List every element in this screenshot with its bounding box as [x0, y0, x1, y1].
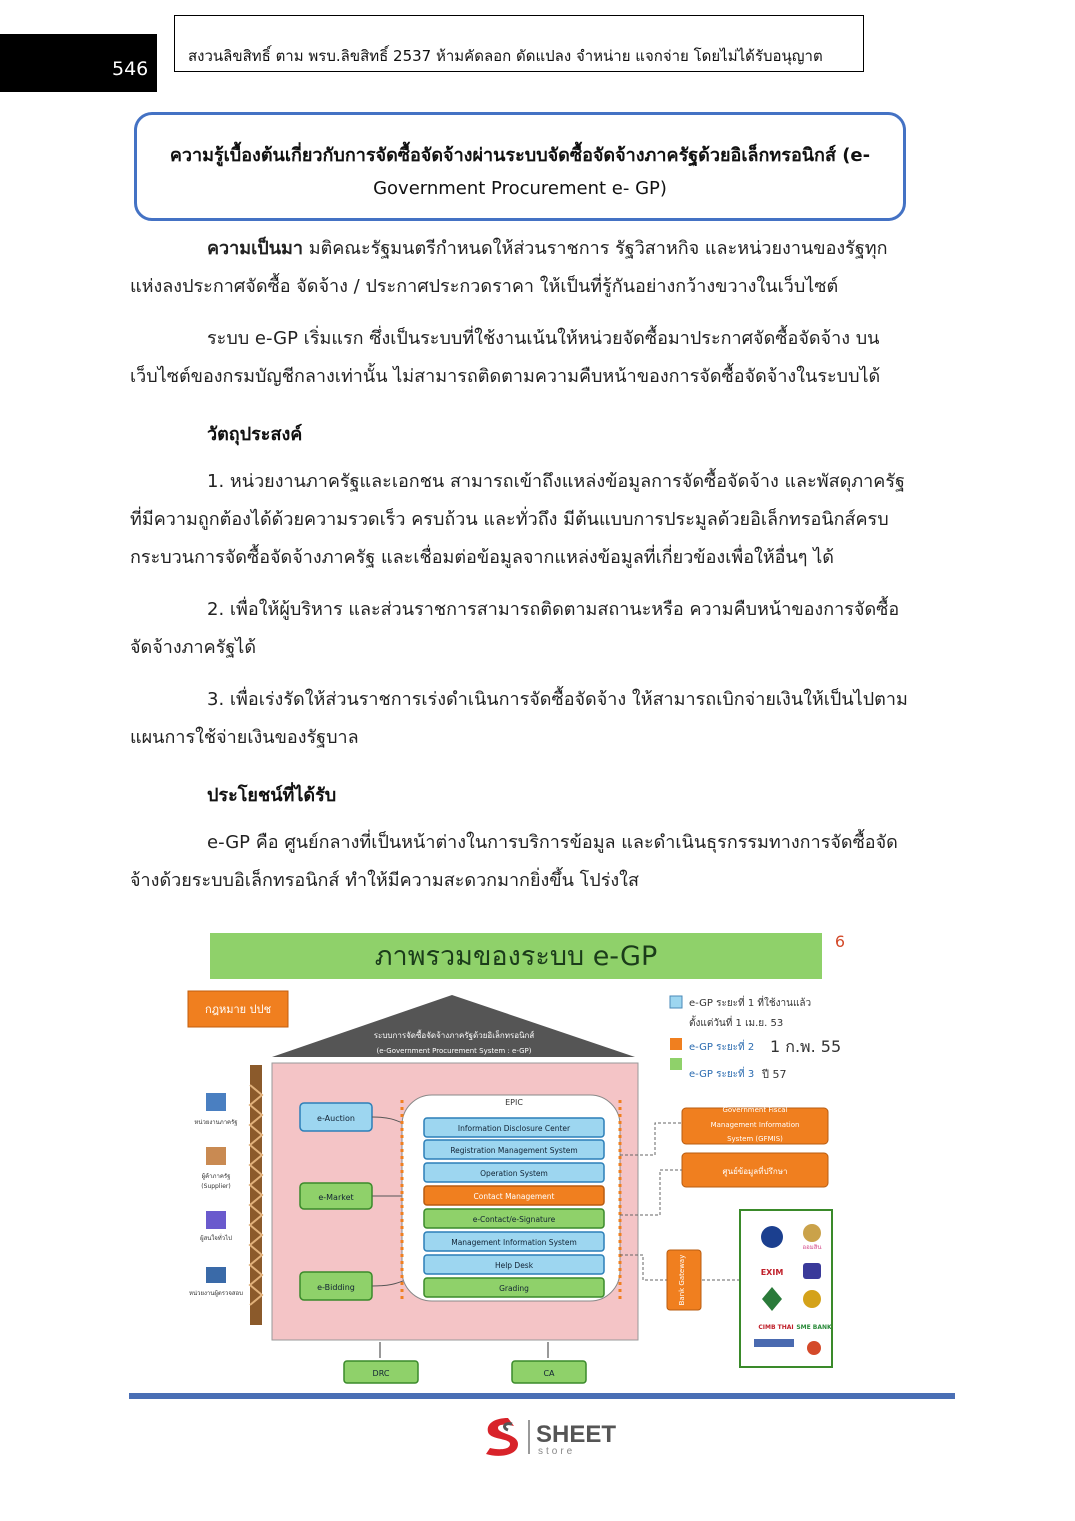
consult-center-box	[682, 1153, 828, 1187]
actor-supplier	[201, 1147, 230, 1190]
actor-auditor	[189, 1267, 243, 1297]
bank-logos-panel	[740, 1210, 832, 1367]
gfmis-box	[682, 1106, 828, 1144]
copyright-notice: สงวนลิขสิทธิ์ ตาม พรบ.ลิขสิทธิ์ 2537 ห้ามคัดลอก ดัดแปลง จำหน่าย แจกจ่าย โดยไม่ได้รับอนุญาต	[188, 47, 823, 65]
objective-item-1: 1. หน่วยงานภาครัฐและเอกชน สามารถเข้าถึงแหล่งข้อมูลการจัดซื้อจัดจ้าง และพัสดุภาครัฐที่มีความถูกต้องได้ด้วยความรวดเร็ว ครบถ้วน และทั่วถึง มีต้นแบบการประมูลด้วยอิเล็กทรอนิกส์ครบกระบวนการจัดซื้อจัดจ้างภาครัฐ และเชื่อมต่อข้อมูลจากแหล่งข้อมูลที่เกี่ยวข้องเพื่อให้อื่นๆ ได้	[130, 471, 905, 568]
objective-heading: วัตถุประสงค์	[207, 424, 303, 445]
bottom-connectors	[380, 1342, 548, 1358]
logo-word: SHEET	[536, 1421, 617, 1448]
epic-module-mis	[424, 1232, 604, 1251]
objective-item-2: 2. เพื่อให้ผู้บริหาร และส่วนราชการสามารถติดตามสถานะหรือ ความคืบหน้าของการจัดซื้อจัดจ้างภาครัฐได้	[130, 599, 900, 658]
background-paragraph	[130, 230, 912, 306]
svg-text:ศูนย์ข้อมูลที่ปรึกษา: ศูนย์ข้อมูลที่ปรึกษา	[722, 1167, 788, 1176]
page-title-line1: ความรู้เบื้องต้นเกี่ยวกับการจัดซื้อจัดจ้างผ่านระบบจัดซื้อจัดจ้างภาครัฐด้วยอิเล็กทรอนิกส์ (e-	[169, 145, 871, 166]
bank-logo-icon	[754, 1339, 794, 1347]
svg-text:Bank Gateway: Bank Gateway	[678, 1254, 686, 1306]
bank-logo-icon	[803, 1224, 821, 1242]
objective-item-3: 3. เพื่อเร่งรัดให้ส่วนราชการเร่งดำเนินการจัดซื้อจัดจ้าง ให้สามารถเบิกจ่ายเงินให้เป็นไปตามแผนการใช้จ่ายเงินของรัฐบาล	[130, 689, 908, 748]
background-heading: ความเป็นมา	[207, 238, 303, 259]
svg-text:Management Information System: Management Information System	[451, 1238, 577, 1247]
module-e-market	[300, 1183, 372, 1209]
svg-text:e-Market: e-Market	[318, 1193, 354, 1202]
svg-text:หน่วยงานภาครัฐ: หน่วยงานภาครัฐ	[194, 1119, 238, 1126]
logo-s-icon	[486, 1418, 518, 1456]
svg-text:EXIM: EXIM	[760, 1268, 784, 1277]
svg-text:Government Fiscal: Government Fiscal	[722, 1106, 788, 1114]
svg-text:(Supplier): (Supplier)	[201, 1183, 231, 1190]
legend-phase3: e-GP ระยะที่ 3	[689, 1069, 755, 1080]
svg-text:DRC: DRC	[372, 1369, 390, 1378]
chain-connector	[250, 1065, 262, 1325]
legend-phase3-date: ปี 57	[762, 1068, 787, 1081]
epic-module-e-contact	[424, 1209, 604, 1228]
svg-text:CA: CA	[543, 1369, 555, 1378]
svg-text:e-Bidding: e-Bidding	[317, 1283, 355, 1292]
drc-box	[344, 1361, 418, 1383]
egp-overview-diagram	[180, 925, 860, 1390]
epic-module-operation	[424, 1163, 604, 1182]
legend-phase1: e-GP ระยะที่ 1 ที่ใช้งานแล้ว	[689, 998, 812, 1009]
bank-logo-icon	[761, 1226, 783, 1248]
svg-text:Help Desk: Help Desk	[494, 1261, 534, 1270]
slide-number: 6	[834, 932, 846, 951]
benefit-paragraph: e-GP คือ ศูนย์กลางที่เป็นหน้าต่างในการบริการข้อมูล และดำเนินธุรกรรมทางการจัดซื้อจัดจ้างด้วยระบบอิเล็กทรอนิกส์ ทำให้มีความสะดวกมากยิ่งขึ้น โปร่งใส	[130, 832, 898, 891]
svg-text:SME BANK: SME BANK	[796, 1324, 832, 1331]
legend-swatch-phase2	[670, 1038, 682, 1050]
svg-text:Grading: Grading	[499, 1284, 529, 1293]
svg-text:e-Auction: e-Auction	[317, 1114, 355, 1123]
background-text: มติคณะรัฐมนตรีกำหนดให้ส่วนราชการ รัฐวิสาหกิจ และหน่วยงานของรัฐทุกแห่งลงประกาศจัดซื้อ จัดจ้าง / ประกาศประกวดราคา ให้เป็นที่รู้กันอย่างกว้างขวางในเว็บไซต์	[130, 238, 888, 297]
legend-phase2: e-GP ระยะที่ 2	[689, 1042, 755, 1053]
benefit-heading: ประโยชน์ที่ได้รับ	[207, 785, 337, 806]
footer-rule	[129, 1393, 955, 1399]
epic-module-registration	[424, 1140, 604, 1159]
legend-phase1-date: ตั้งแต่วันที่ 1 เม.ย. 53	[689, 1018, 784, 1029]
svg-text:หน่วยงานผู้ตรวจสอบ: หน่วยงานผู้ตรวจสอบ	[189, 1290, 243, 1297]
legend-swatch-phase1	[670, 996, 682, 1008]
svg-text:ออมสิน: ออมสิน	[802, 1244, 822, 1251]
svg-text:Management Information: Management Information	[710, 1121, 800, 1129]
svg-text:Operation System: Operation System	[480, 1169, 548, 1178]
svg-text:System (GFMIS): System (GFMIS)	[727, 1135, 783, 1143]
diagram-title: ภาพรวมของระบบ e-GP	[374, 941, 658, 972]
svg-text:CIMB THAI: CIMB THAI	[758, 1324, 794, 1331]
epic-module-contact-management	[424, 1186, 604, 1205]
bank-logo-icon	[803, 1263, 821, 1279]
module-e-auction	[300, 1103, 372, 1131]
svg-text:e-Contact/e-Signature: e-Contact/e-Signature	[472, 1215, 556, 1224]
law-label: กฎหมาย ปปช	[204, 1003, 272, 1016]
bank-logo-icon	[803, 1290, 821, 1308]
roof-title-thai: ระบบการจัดซื้อจัดจ้างภาครัฐด้วยอิเล็กทรอนิกส์	[373, 1031, 535, 1040]
module-e-bidding	[300, 1272, 372, 1300]
epic-module-info-disclosure	[424, 1118, 604, 1137]
svg-text:Contact Management: Contact Management	[473, 1192, 555, 1201]
bank-logo-icon	[807, 1341, 821, 1355]
egp-intro-paragraph: ระบบ e-GP เริ่มแรก ซึ่งเป็นระบบที่ใช้งานเน้นให้หน่วยจัดซื้อมาประกาศจัดซื้อจัดจ้าง บนเว็บไซต์ของกรมบัญชีกลางเท่านั้น ไม่สามารถติดตามความคืบหน้าของการจัดซื้อจัดจ้างในระบบได้	[130, 328, 881, 387]
legend-swatch-phase3	[670, 1058, 682, 1070]
svg-text:ผู้ค้าภาครัฐ: ผู้ค้าภาครัฐ	[201, 1173, 231, 1180]
ca-box	[512, 1361, 586, 1383]
logo-subword: store	[538, 1446, 576, 1457]
actor-public	[200, 1211, 232, 1242]
svg-text:Information Disclosure Center: Information Disclosure Center	[457, 1124, 571, 1133]
epic-label: EPIC	[505, 1098, 523, 1107]
bank-gateway-box	[667, 1250, 701, 1310]
actor-government	[194, 1093, 237, 1126]
page-number: 546	[112, 58, 149, 80]
epic-module-help-desk	[424, 1255, 604, 1274]
page-title-line2: Government Procurement e- GP)	[373, 178, 667, 199]
legend-phase2-date: 1 ก.พ. 55	[770, 1037, 842, 1056]
sheet-store-logo	[480, 1410, 630, 1458]
svg-text:ผู้สนใจทั่วไป: ผู้สนใจทั่วไป	[200, 1235, 232, 1242]
svg-text:Registration Management Syste: Registration Management System	[450, 1146, 578, 1155]
roof-title-english: (e-Government Procurement System : e-GP)	[376, 1047, 532, 1055]
epic-module-grading	[424, 1278, 604, 1297]
